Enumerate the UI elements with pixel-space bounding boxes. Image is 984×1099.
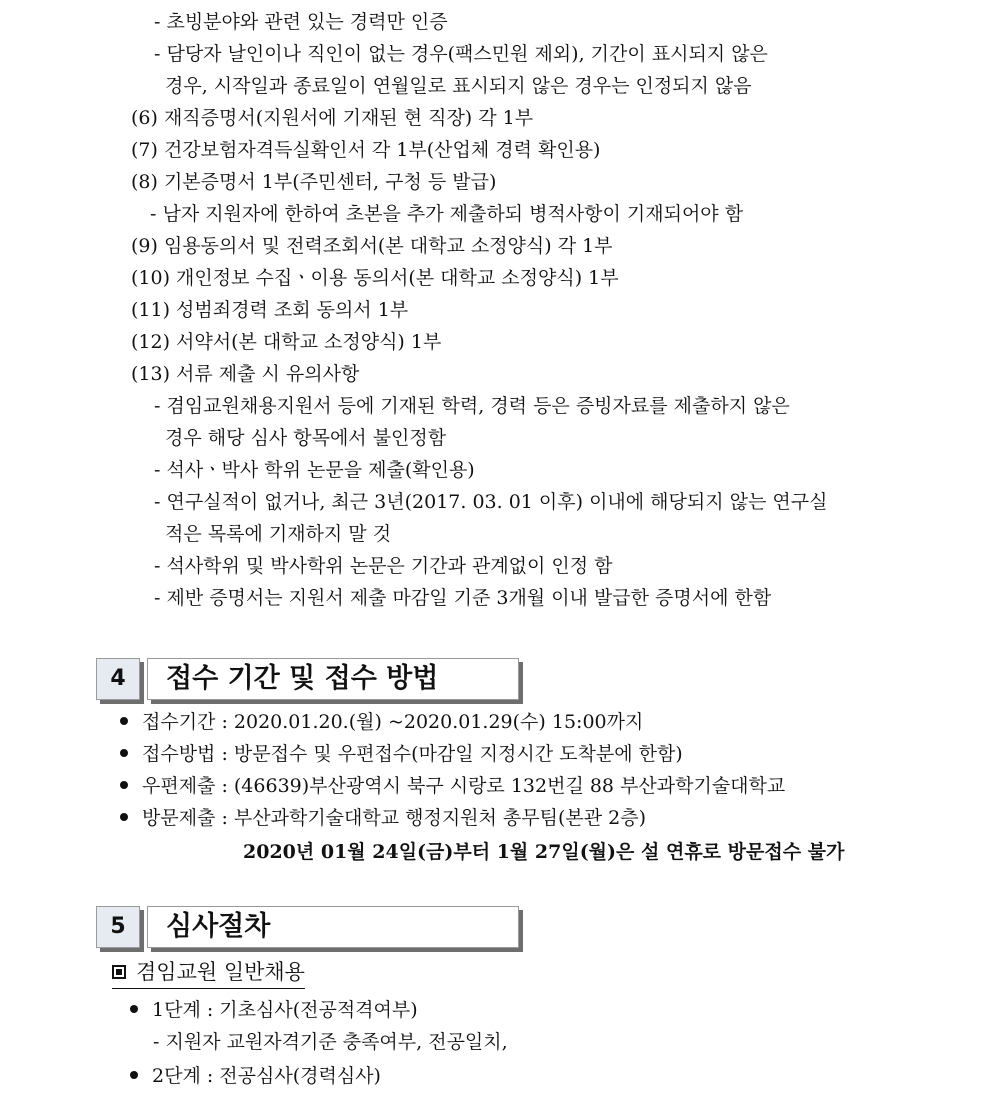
list-item xyxy=(130,994,418,1026)
list-item: (12) 서약서(본 대학교 소정양식) 1부 xyxy=(131,331,442,353)
square-bullet-icon xyxy=(112,965,126,979)
note-line: - 석사학위 및 박사학위 논문은 기간과 관계없이 인정 함 xyxy=(154,555,613,577)
note-line: 경우 해당 심사 항목에서 불인정함 xyxy=(165,427,447,449)
bullet-icon xyxy=(120,749,128,757)
list-item: (10) 개인정보 수집ㆍ이용 동의서(본 대학교 소정양식) 1부 xyxy=(131,267,619,289)
list-item-text: 방문제출 : 부산과학기술대학교 행정지원처 총무팀(본관 2층) xyxy=(142,807,647,829)
note-line: - 담당자 날인이나 직인이 없는 경우(팩스민원 제외), 기간이 표시되지 않은 xyxy=(154,43,768,65)
bullet-icon xyxy=(130,1005,138,1013)
list-item: (13) 서류 제출 시 유의사항 xyxy=(131,363,360,385)
list-item: (11) 성범죄경력 조회 동의서 1부 xyxy=(131,299,409,321)
section-title: 심사절차 xyxy=(166,911,271,942)
list-item xyxy=(120,770,785,802)
note-line: - 겸임교원채용지원서 등에 기재된 학력, 경력 등은 증빙자료를 제출하지 않은 xyxy=(154,395,790,417)
section-title: 접수 기간 및 접수 방법 xyxy=(166,663,439,694)
list-item-text: 1단계 : 기초심사(전공적격여부) xyxy=(152,999,418,1021)
list-item-text: 접수방법 : 방문접수 및 우편접수(마감일 지정시간 도착분에 한함) xyxy=(142,743,683,765)
holiday-notice: 2020년 01월 24일(금)부터 1월 27일(월)은 설 연휴로 방문접수 불가 xyxy=(243,841,845,863)
subheading-text: 겸임교원 일반채용 xyxy=(136,960,305,984)
note-line: 적은 목록에 기재하지 말 것 xyxy=(165,523,392,545)
list-item: (9) 임용동의서 및 전력조회서(본 대학교 소정양식) 각 1부 xyxy=(131,235,613,257)
note-line: - 초빙분야와 관련 있는 경력만 인증 xyxy=(154,11,448,33)
note-line: 경우, 시작일과 종료일이 연월일로 표시되지 않은 경우는 인정되지 않음 xyxy=(165,75,752,97)
section-number: 5 xyxy=(96,906,140,948)
list-item xyxy=(120,738,683,770)
list-item xyxy=(120,802,646,834)
list-item: (6) 재직증명서(지원서에 기재된 현 직장) 각 1부 xyxy=(131,107,534,129)
bullet-icon xyxy=(130,1071,138,1079)
list-item-text: 2단계 : 전공심사(경력심사) xyxy=(152,1065,381,1087)
note-line: - 연구실적이 없거나, 최근 3년(2017. 03. 01 이후) 이내에 해당되지 않는 연구실 xyxy=(154,491,828,513)
note-line: - 남자 지원자에 한하여 초본을 추가 제출하되 병적사항이 기재되어야 함 xyxy=(150,203,744,225)
list-item: (8) 기본증명서 1부(주민센터, 구청 등 발급) xyxy=(131,171,497,193)
list-item-text: 우편제출 : (46639)부산광역시 북구 시랑로 132번길 88 부산과학기술대학교 xyxy=(142,775,786,797)
bullet-icon xyxy=(120,813,128,821)
list-item: (7) 건강보험자격득실확인서 각 1부(산업체 경력 확인용) xyxy=(131,139,601,161)
section-number: 4 xyxy=(96,658,140,700)
subheading xyxy=(112,956,305,989)
note-line: - 제반 증명서는 지원서 제출 마감일 기준 3개월 이내 발급한 증명서에 한함 xyxy=(154,587,772,609)
bullet-icon xyxy=(120,781,128,789)
note-line: - 지원자 교원자격기준 충족여부, 전공일치, xyxy=(153,1031,508,1053)
list-item xyxy=(120,706,643,738)
bullet-icon xyxy=(120,717,128,725)
note-line: - 석사ㆍ박사 학위 논문을 제출(확인용) xyxy=(154,459,475,481)
list-item xyxy=(130,1060,381,1092)
list-item-text: 접수기간 : 2020.01.20.(월) ~2020.01.29(수) 15:00까지 xyxy=(142,711,644,733)
